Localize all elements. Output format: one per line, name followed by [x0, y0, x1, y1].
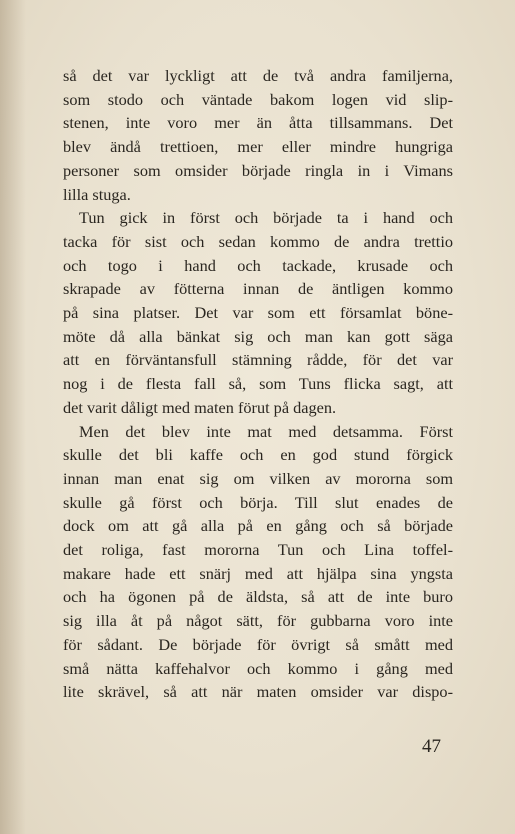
body-text [63, 64, 453, 704]
text-line: möte då alla bänkat sig och man kan gott säga [63, 326, 453, 346]
text-line: personer som omsider började ringla in i Vimans [63, 160, 453, 180]
spine-shadow [0, 0, 26, 834]
text-line: nog i de flesta fall så, som Tuns flicka sagt, att [63, 374, 453, 394]
text-line: dock om att gå alla på en gång och så började [63, 516, 453, 536]
paragraph [63, 206, 453, 419]
text-line: så det var lyckligt att de två andra familjerna, [63, 66, 453, 85]
text-line: och ha ögonen på de äldsta, så att de inte buro [63, 587, 453, 607]
text-line: små nätta kaffehalvor och kommo i gång med [63, 658, 453, 678]
paragraph [63, 420, 453, 704]
paragraph [63, 64, 453, 206]
text-line: och togo i hand och tackade, krusade och [63, 255, 453, 275]
text-line: stenen, inte voro mer än åtta tillsammans. Det [63, 113, 453, 133]
text-line: makare hade ett snärj med att hjälpa sina yngsta [63, 563, 453, 583]
text-line: skulle gå först och börja. Till slut enades de [63, 492, 453, 512]
text-line: Tun gick in först och började ta i hand och [79, 208, 453, 228]
text-line: blev ändå trettioen, mer eller mindre hungriga [63, 137, 453, 157]
text-line: sig illa åt på något sätt, för gubbarna voro inte [63, 611, 453, 631]
text-line: det roliga, fast mororna Tun och Lina toffel- [63, 540, 453, 560]
text-line: att en förväntansfull stämning rådde, för det var [63, 350, 453, 370]
text-line: lilla stuga. [63, 184, 131, 204]
text-line: det varit dåligt med maten förut på dagen. [63, 397, 337, 417]
text-line: innan man enat sig om vilken av mororna som [63, 468, 453, 488]
text-line: som stodo och väntade bakom logen vid slip- [63, 89, 453, 109]
page-number: 47 [422, 736, 441, 757]
text-line: tacka för sist och sedan kommo de andra trettio [63, 231, 453, 251]
text-line: lite skrävel, så att när maten omsider var dispo- [63, 682, 453, 702]
text-line: för sådant. De började för övrigt så smått med [63, 634, 453, 654]
text-line: skrapade av fötterna innan de äntligen kommo [63, 279, 453, 299]
text-line: Men det blev inte mat med detsamma. Först [79, 421, 453, 441]
text-line: på sina platser. Det var som ett församlat böne- [63, 303, 453, 323]
text-line: skulle det bli kaffe och en god stund förgick [63, 445, 453, 465]
